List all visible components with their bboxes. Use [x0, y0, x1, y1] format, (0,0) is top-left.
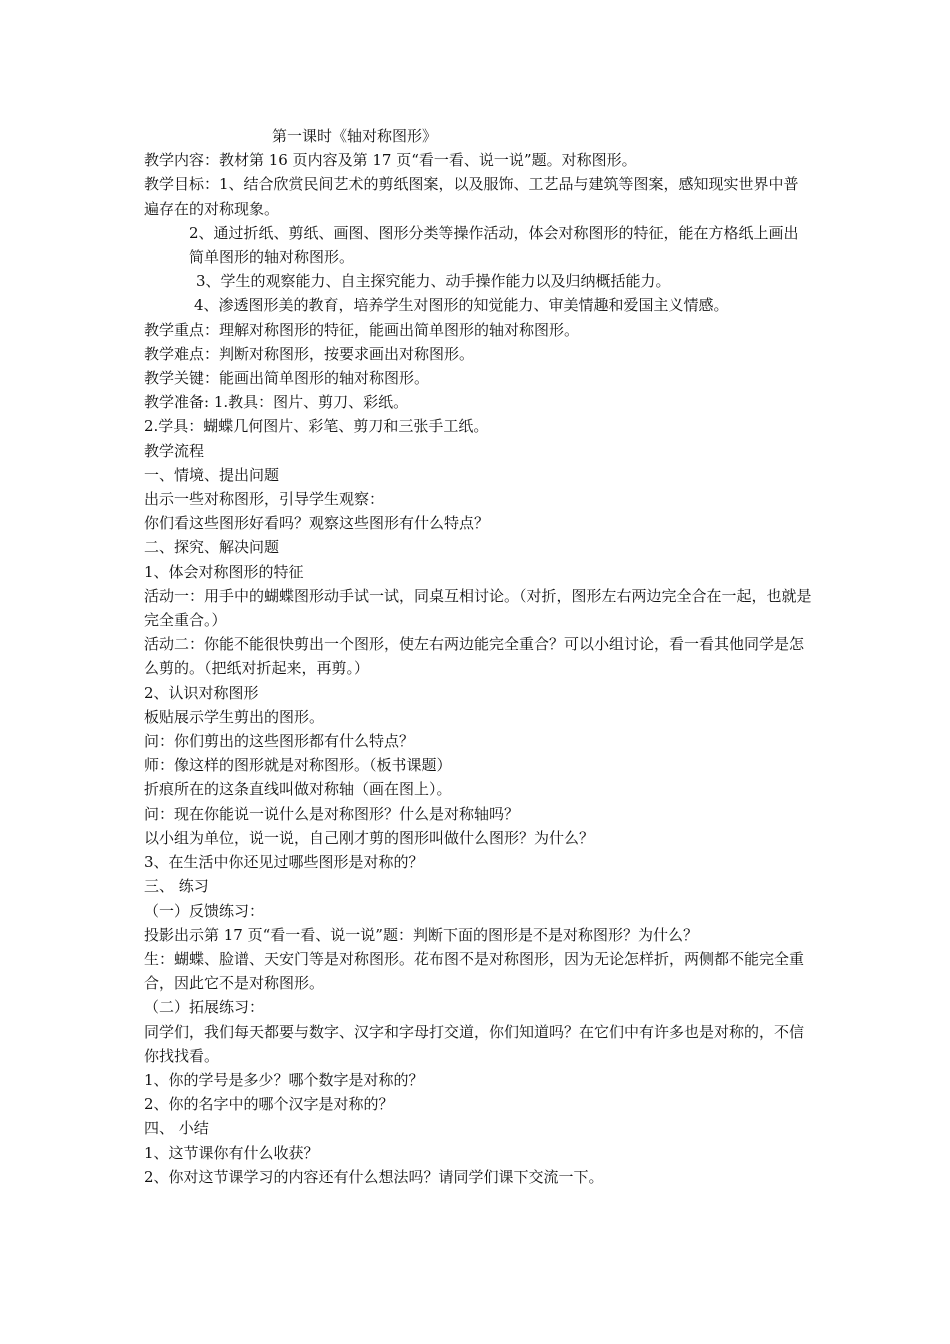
paragraph-gain: 1、这节课你有什么收获？ — [144, 1143, 319, 1162]
paragraph-ask: 问：你们剪出的这些图形都有什么特点？ — [144, 732, 415, 751]
paragraph-objective-3: 3、学生的观察能力、自主探究能力、动手操作能力以及归纳概括能力。 — [196, 272, 671, 291]
paragraph-board: 板贴展示学生剪出的图形。 — [144, 707, 325, 726]
heading-extension: （二）拓展练习： — [144, 998, 265, 1017]
paragraph-objectives: 教学目标：1、结合欣赏民间艺术的剪纸图案，以及服饰、工艺品与建筑等图案，感知现实世界中普遍存在的对称现象。 — [144, 175, 799, 218]
document-title: 第一课时《轴对称图形》 — [272, 127, 438, 145]
paragraph-life: 3、在生活中你还见过哪些图形是对称的？ — [144, 853, 424, 872]
heading-section-2: 二、探究、解决问题 — [144, 538, 280, 557]
paragraph-preparation: 教学准备: 1.教具：图片、剪刀、彩纸。 — [144, 393, 409, 412]
paragraph-extension: 同学们，我们每天都要与数字、汉字和字母打交道，你们知道吗？在它们中有许多也是对称的，不信你找找看。 — [144, 1022, 805, 1065]
paragraph-objective-2: 2、通过折纸、剪纸、画图、图形分类等操作活动，体会对称图形的特征，能在方格纸上画出简单图形的轴对称图形。 — [189, 223, 799, 267]
paragraph-activity-1: 活动一：用手中的蝴蝶图形动手试一试，同桌互相讨论。（对折，图形左右两边完全合在一起，也就是完全重合。） — [144, 586, 812, 630]
heading-section-3: 三、 练习 — [144, 877, 209, 896]
paragraph-key-point: 教学重点：理解对称图形的特征，能画出简单图形的轴对称图形。 — [144, 320, 580, 339]
heading-process: 教学流程 — [144, 441, 205, 460]
paragraph-activity-2: 活动二：你能不能很快剪出一个图形，使左右两边能完全重合？可以小组讨论，看一看其他同学是怎么剪的。（把纸对折起来，再剪。） — [144, 635, 805, 678]
paragraph-group: 以小组为单位，说一说，自己刚才剪的图形叫做什么图形？为什么？ — [144, 828, 595, 847]
paragraph-student-answer: 生：蝴蝶、脸谱、天安门等是对称图形。花布图不是对称图形，因为无论怎样折，两侧都不能完全重合，因此它不是对称图形。 — [144, 949, 805, 993]
paragraph-difficulty: 教学难点：判断对称图形，按要求画出对称图形。 — [144, 344, 475, 363]
paragraph-teacher: 师：像这样的图形就是对称图形。（板书课题） — [144, 756, 452, 775]
paragraph-ask-2: 问：现在你能说一说什么是对称图形？什么是对称轴吗？ — [144, 804, 520, 823]
paragraph-thoughts: 2、你对这节课学习的内容还有什么想法吗？请同学们课下交流一下。 — [144, 1167, 604, 1186]
paragraph-number: 1、你的学号是多少？哪个数字是对称的？ — [144, 1070, 424, 1089]
heading-feedback: （一）反馈练习： — [144, 901, 265, 920]
heading-feature: 1、体会对称图形的特征 — [144, 562, 304, 581]
heading-recognize: 2、认识对称图形 — [144, 683, 259, 702]
paragraph-projection: 投影出示第 17 页“看一看、说一说”题：判断下面的图形是不是对称图形？为什么？ — [144, 925, 698, 944]
heading-section-1: 一、情境、提出问题 — [144, 465, 280, 484]
paragraph-student-tools: 2.学具：蝴蝶几何图片、彩笔、剪刀和三张手工纸。 — [144, 417, 489, 436]
document-body — [144, 124, 812, 1189]
paragraph-axis: 折痕所在的这条直线叫做对称轴（画在图上）。 — [144, 780, 452, 799]
paragraph-objective-4: 4、渗透图形美的教育，培养学生对图形的知觉能力、审美情趣和爱国主义情感。 — [194, 296, 729, 315]
paragraph-show: 出示一些对称图形，引导学生观察： — [144, 490, 385, 509]
paragraph-question: 你们看这些图形好看吗？观察这些图形有什么特点？ — [144, 514, 490, 533]
paragraph-content: 教学内容：教材第 16 页内容及第 17 页“看一看、说一说”题。对称图形。 — [144, 151, 637, 170]
paragraph-name: 2、你的名字中的哪个汉字是对称的？ — [144, 1095, 394, 1114]
paragraph-key: 教学关键：能画出简单图形的轴对称图形。 — [144, 369, 430, 388]
heading-section-4: 四、 小结 — [144, 1119, 209, 1138]
